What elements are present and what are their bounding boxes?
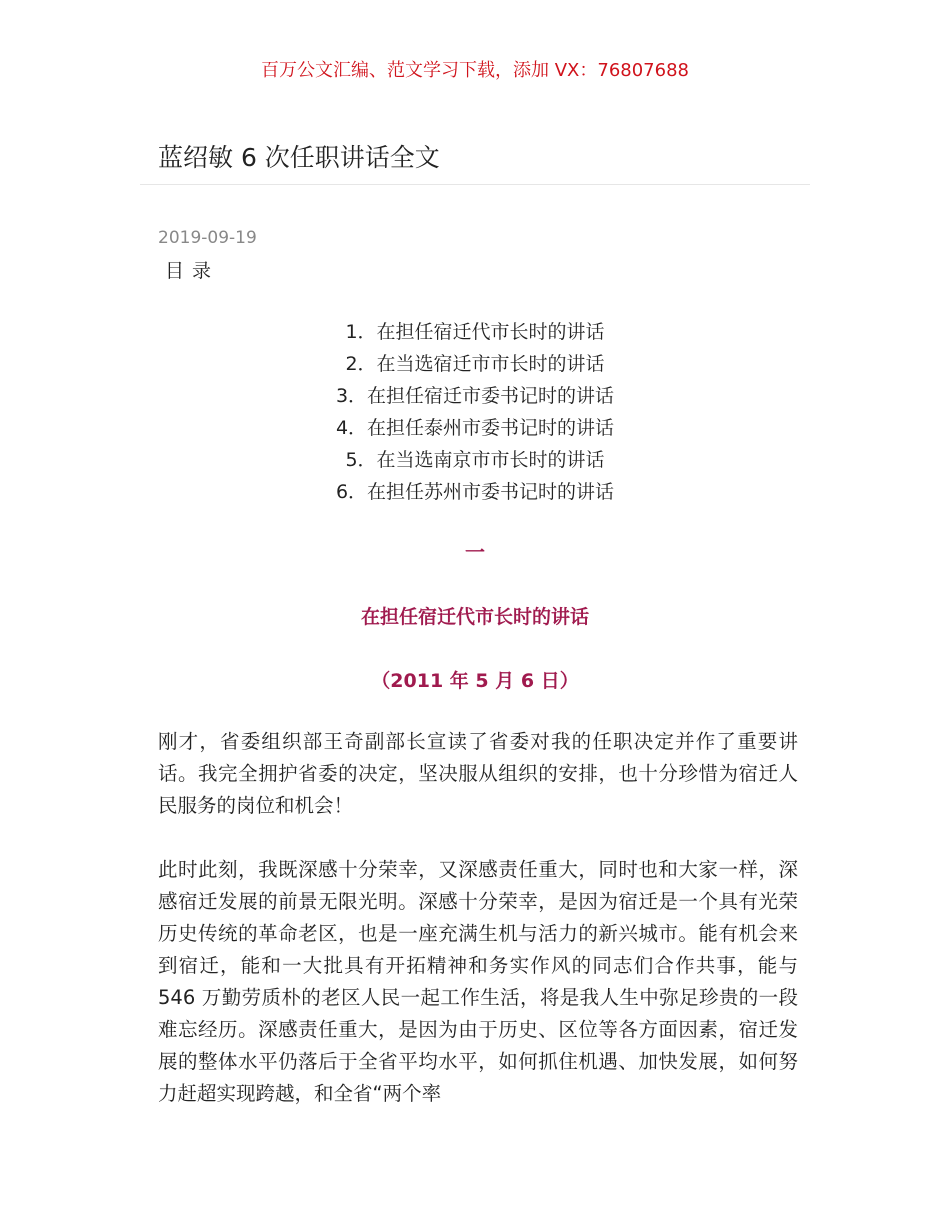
body-paragraph: 刚才，省委组织部王奇副部长宣读了省委对我的任职决定并作了重要讲话。我完全拥护省委的决定，坚决服从组织的安排，也十分珍惜为宿迁人民服务的岗位和机会！ xyxy=(158,730,798,817)
section-number: 一 xyxy=(465,540,485,564)
toc-item: 3．在担任宿迁市委书记时的讲话 xyxy=(335,385,615,407)
toc-item: 6．在担任苏州市委书记时的讲话 xyxy=(335,481,615,503)
toc-heading: 目 录 xyxy=(165,260,213,282)
section-title: 在担任宿迁代市长时的讲话 xyxy=(360,606,589,628)
toc-item: 4．在担任泰州市委书记时的讲话 xyxy=(335,417,615,439)
page-title: 蓝绍敏 6 次任职讲话全文 xyxy=(158,143,440,172)
section-date: （2011 年 5 月 6 日） xyxy=(371,670,579,692)
promo-banner: 百万公文汇编、范文学习下载，添加 VX：76807688 xyxy=(261,60,689,81)
toc-item: 1．在担任宿迁代市长时的讲话 xyxy=(345,321,605,343)
toc-item: 2．在当选宿迁市市长时的讲话 xyxy=(345,353,605,375)
body-paragraph: 此时此刻，我既深感十分荣幸，又深感责任重大，同时也和大家一样，深感宿迁发展的前景无限光明。深感十分荣幸，是因为宿迁是一个具有光荣历史传统的革命老区，也是一座充满生机与活力的新兴城市。能有机会来到宿迁，能和一大批具有开拓精神和务实作风的同志们合作共事，能与 546 万勤劳质朴的老区人民一起工作生活，将是我人生中弥足珍贵的一段难忘经历。深感责任重大，是因为由于历史、区位等各方面因素，宿迁发展的整体水平仍落后于全省平均水平，如何抓住机遇、加快发展，如何努力赶超实现跨越，和全省“两个率 xyxy=(158,858,798,1105)
table-of-contents xyxy=(0,316,950,508)
title-divider xyxy=(140,184,810,185)
toc-item: 5．在当选南京市市长时的讲话 xyxy=(345,449,605,471)
publish-date: 2019-09-19 xyxy=(158,228,257,248)
